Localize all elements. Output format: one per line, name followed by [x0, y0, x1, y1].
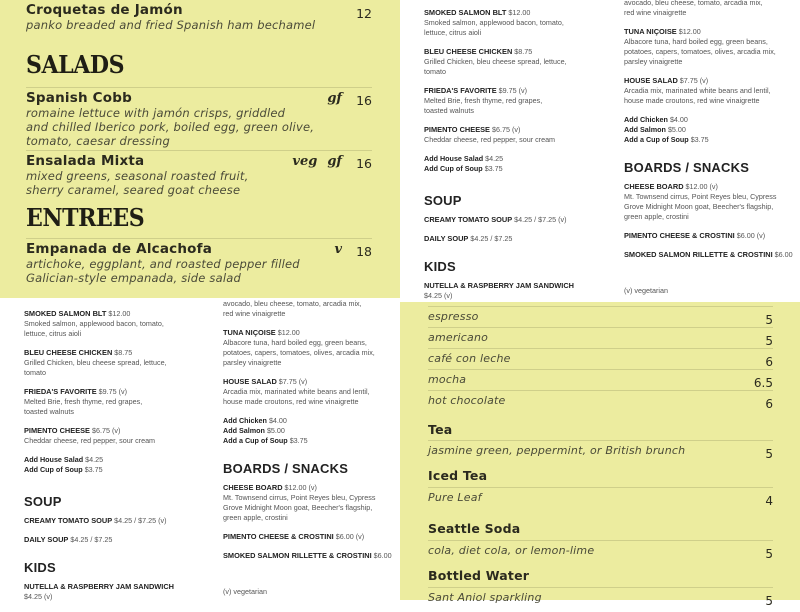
section-title-soup: SOUP: [424, 193, 462, 208]
item-name: PIMENTO CHEESE & CROSTINI: [624, 231, 735, 240]
addon-price: $4.00: [268, 416, 287, 425]
item-name: SMOKED SALMON BLT: [424, 8, 507, 17]
item-name: CHEESE BOARD: [223, 483, 283, 492]
drink-group-seattle-soda: [428, 518, 773, 565]
menu-item-cheese-board: [624, 182, 800, 222]
item-name: PIMENTO CHEESE: [24, 426, 90, 435]
menu-item-spanish-cobb: [26, 87, 372, 150]
item-price: $4.25 / $7.25 (v): [514, 215, 567, 224]
description-line: parsley vinaigrette: [624, 57, 683, 66]
description-line: Melted Brie, fresh thyme, red grapes,: [24, 397, 143, 406]
item-description: [26, 257, 300, 285]
menu-item-empanada: [26, 238, 372, 289]
cafe-column-left: [424, 8, 599, 310]
item-price: $8.75: [114, 348, 133, 357]
item-name: BLEU CHEESE CHICKEN: [424, 47, 513, 56]
item-price: $6.75 (v): [91, 426, 121, 435]
item-price: 12: [356, 6, 372, 21]
menu-item-nutella-sandwich: [424, 281, 599, 301]
item-price: $6.00: [373, 551, 392, 560]
drink-price: 5: [765, 547, 773, 561]
addon-item: [223, 426, 401, 436]
item-name: Croquetas de Jamón: [26, 2, 183, 18]
description-line: avocado, bleu cheese, tomato, arcadia mix,: [624, 0, 763, 7]
addon-item: [424, 164, 599, 174]
menu-item-daily-soup: [24, 535, 199, 545]
menu-item-house-salad: [624, 76, 800, 106]
menu-item-smoked-salmon-blt: [424, 8, 599, 38]
sandwich-addons: [24, 455, 199, 475]
description-line: house made croutons, red wine vinaigrette: [223, 397, 359, 406]
description-line: tomato: [24, 368, 46, 377]
item-price: $4.25 (v): [424, 291, 453, 300]
drink-row: [428, 487, 773, 518]
menu-item-smoked-salmon-blt: [24, 309, 199, 339]
addon-item: [624, 115, 800, 125]
item-price: $12.00 (v): [284, 483, 317, 492]
description-line: tomato, caesar dressing: [26, 134, 170, 148]
drink-group-tea: [428, 419, 773, 465]
description-line: house made croutons, red wine vinaigrette: [624, 96, 760, 105]
description-line: toasted walnuts: [424, 106, 474, 115]
menu-item-tuna-nicoise: [624, 27, 800, 67]
dietary-tags: [282, 154, 342, 169]
item-name: Spanish Cobb: [26, 90, 132, 106]
description-line: lettuce, citrus aioli: [424, 28, 482, 37]
cafe-column-right: [624, 0, 800, 296]
cafe-column-left: [24, 309, 199, 611]
drink-row: [428, 327, 773, 348]
item-name: HOUSE SALAD: [624, 76, 678, 85]
item-name: PIMENTO CHEESE: [424, 125, 490, 134]
addon-name: Add a Cup of Soup: [624, 135, 689, 144]
menu-item-bleu-cheese-chicken: [424, 47, 599, 77]
addon-name: Add a Cup of Soup: [223, 436, 288, 445]
drink-price: 5: [765, 447, 773, 461]
description-line: Grilled Chicken, bleu cheese spread, lettuce,: [424, 57, 567, 66]
addon-item: [24, 455, 199, 465]
description-line: potatoes, capers, tomatoes, olives, arcadia mix,: [624, 47, 776, 56]
addon-item: [223, 416, 401, 426]
menu-item-salmon-rillette: [223, 551, 401, 561]
coffee-list: [428, 306, 773, 411]
menu-item-salad-partial: [624, 0, 800, 18]
item-price: $4.25 / $7.25: [70, 535, 113, 544]
description-line: Albacore tuna, hard boiled egg, green beans,: [624, 37, 768, 46]
addon-name: Add Chicken: [223, 416, 267, 425]
drink-row: [428, 390, 773, 411]
description-line: Cheddar cheese, red pepper, sour cream: [424, 135, 556, 144]
salad-addons: [223, 416, 401, 446]
drink-name: espresso: [428, 310, 479, 323]
tag-v: v: [334, 242, 342, 257]
sandwich-addons: [424, 154, 599, 174]
item-price: $12.00: [678, 27, 701, 36]
addon-price: $4.25: [85, 455, 104, 464]
item-price: $12.00: [108, 309, 131, 318]
drink-row: [428, 369, 773, 390]
drinks-menu-panel: [400, 302, 800, 608]
section-title-boards: BOARDS / SNACKS: [624, 160, 750, 175]
addon-item: [624, 125, 800, 135]
food-menu-panel: [0, 0, 400, 298]
item-name: DAILY SOUP: [424, 234, 469, 243]
item-name: DAILY SOUP: [24, 535, 69, 544]
menu-item-daily-soup: [424, 234, 599, 244]
description-line: mixed greens, seasonal roasted fruit,: [26, 169, 249, 183]
addon-name: Add Chicken: [624, 115, 668, 124]
item-name: PIMENTO CHEESE & CROSTINI: [223, 532, 334, 541]
description-line: green apple, crostini: [624, 212, 689, 221]
item-name: FRIEDA'S FAVORITE: [24, 387, 97, 396]
description-line: Arcadia mix, marinated white beans and lentil,: [223, 387, 370, 396]
addon-price: $3.75: [690, 135, 709, 144]
item-name: HOUSE SALAD: [223, 377, 277, 386]
addon-item: [223, 436, 401, 446]
description-line: artichoke, eggplant, and roasted pepper filled: [26, 257, 300, 271]
item-name: SMOKED SALMON RILLETTE & CROSTINI: [624, 250, 773, 259]
description-line: red wine vinaigrette: [624, 8, 687, 17]
item-price: 16: [356, 93, 372, 108]
menu-item-friedas-favorite: [24, 387, 199, 417]
section-title-salads: SALADS: [26, 50, 125, 79]
menu-item-pimento-cheese: [424, 125, 599, 145]
addon-item: [624, 135, 800, 145]
item-price: $4.25 / $7.25 (v): [114, 516, 167, 525]
menu-item-friedas-favorite: [424, 86, 599, 116]
tag-gf: gf: [327, 91, 342, 106]
item-price: $6.75 (v): [491, 125, 521, 134]
menu-item-creamy-tomato-soup: [424, 215, 599, 225]
item-name: CREAMY TOMATO SOUP: [24, 516, 113, 525]
description-line: Smoked salmon, applewood bacon, tomato,: [424, 18, 564, 27]
description-line: toasted walnuts: [24, 407, 74, 416]
addon-item: [24, 465, 199, 475]
drink-name: café con leche: [428, 352, 511, 365]
item-price: 18: [356, 244, 372, 259]
description-line: Arcadia mix, marinated white beans and lentil,: [624, 86, 771, 95]
section-title-entrees: ENTREES: [26, 203, 145, 232]
description-line: Cheddar cheese, red pepper, sour cream: [24, 436, 156, 445]
item-price: $6.00 (v): [335, 532, 365, 541]
item-name: CREAMY TOMATO SOUP: [424, 215, 513, 224]
drink-price: 6: [765, 397, 773, 411]
item-price: $7.75 (v): [278, 377, 308, 386]
menu-item-pimento-crostini: [624, 231, 800, 241]
description-line: Galician-style empanada, side salad: [26, 271, 241, 285]
section-title-soup: SOUP: [24, 494, 62, 509]
drink-price: 4: [765, 494, 773, 508]
addon-price: $3.75: [289, 436, 308, 445]
cafe-menu-panel-top: [400, 0, 800, 300]
description-line: Melted Brie, fresh thyme, red grapes,: [424, 96, 543, 105]
description-line: Albacore tuna, hard boiled egg, green beans,: [223, 338, 367, 347]
menu-item-house-salad: [223, 377, 401, 407]
description-line: Mt. Townsend cirrus, Point Reyes bleu, Cypress: [624, 192, 777, 201]
item-name: FRIEDA'S FAVORITE: [424, 86, 497, 95]
menu-item-ensalada-mixta: [26, 150, 372, 206]
drink-name: cola, diet cola, or lemon-lime: [428, 544, 595, 557]
drink-group-title: Seattle Soda: [428, 521, 521, 536]
menu-item-croquetas: [26, 0, 372, 44]
description-line: Grove Midnight Moon goat, Beecher's flagship,: [223, 503, 373, 512]
description-line: and chilled Iberico pork, boiled egg, green olive,: [26, 120, 315, 134]
drink-name: hot chocolate: [428, 394, 506, 407]
item-description: [26, 106, 314, 148]
menu-item-creamy-tomato-soup: [24, 516, 199, 526]
drink-row: [428, 587, 773, 612]
drink-row: [428, 306, 773, 327]
addon-name: Add Cup of Soup: [24, 465, 83, 474]
addon-name: Add Cup of Soup: [424, 164, 483, 173]
dietary-tags: [317, 91, 342, 106]
item-price: $4.25 / $7.25: [470, 234, 513, 243]
dietary-tags: [324, 242, 342, 257]
drink-row: [428, 540, 773, 565]
item-name: Ensalada Mixta: [26, 153, 145, 169]
description-line: tomato: [424, 67, 446, 76]
addon-price: $5.00: [266, 426, 285, 435]
addon-price: $4.00: [669, 115, 688, 124]
item-price: $7.75 (v): [679, 76, 709, 85]
drink-name: americano: [428, 331, 489, 344]
drink-group-title: Bottled Water: [428, 568, 530, 583]
item-name: TUNA NIÇOISE: [223, 328, 276, 337]
item-price: $12.00 (v): [685, 182, 718, 191]
addon-price: $4.25: [485, 154, 504, 163]
cafe-column-right: [223, 299, 401, 597]
item-price: $9.75 (v): [498, 86, 528, 95]
item-price: $12.00: [508, 8, 531, 17]
drink-group-title: Iced Tea: [428, 468, 488, 483]
addon-name: Add Salmon: [624, 125, 666, 134]
addon-price: $5.00: [667, 125, 686, 134]
tag-veg: veg: [292, 154, 318, 169]
item-price: 16: [356, 156, 372, 171]
drink-price: 6: [765, 355, 773, 369]
item-name: CHEESE BOARD: [624, 182, 684, 191]
description-line: Smoked salmon, applewood bacon, tomato,: [24, 319, 164, 328]
item-name: SMOKED SALMON BLT: [24, 309, 107, 318]
drink-price: 5: [765, 594, 773, 608]
description-line: parsley vinaigrette: [223, 358, 282, 367]
description-line: Grove Midnight Moon goat, Beecher's flagship,: [624, 202, 774, 211]
menu-item-pimento-cheese: [24, 426, 199, 446]
menu-item-salmon-rillette: [624, 250, 800, 260]
item-name: NUTELLA & RASPBERRY JAM SANDWICH: [424, 281, 575, 290]
description-line: green apple, crostini: [223, 513, 288, 522]
drink-name: jasmine green, peppermint, or British brunch: [428, 444, 686, 457]
menu-item-pimento-crostini: [223, 532, 401, 542]
item-name: Empanada de Alcachofa: [26, 241, 213, 257]
item-price: $12.00: [277, 328, 300, 337]
addon-price: $3.75: [84, 465, 103, 474]
description-line: romaine lettuce with jamón crisps, griddled: [26, 106, 286, 120]
description-line: red wine vinaigrette: [223, 309, 286, 318]
menu-item-tuna-nicoise: [223, 328, 401, 368]
description-line: potatoes, capers, tomatoes, olives, arcadia mix,: [223, 348, 375, 357]
cafe-menu-panel-bottom: [0, 298, 400, 600]
vegetarian-legend: (v) vegetarian: [624, 286, 668, 295]
tag-gf: gf: [327, 154, 342, 169]
addon-name: Add Salmon: [223, 426, 265, 435]
menu-item-bleu-cheese-chicken: [24, 348, 199, 378]
menu-item-salad-partial: [223, 299, 401, 319]
menu-item-cheese-board: [223, 483, 401, 523]
item-price: $9.75 (v): [98, 387, 128, 396]
drink-group-iced-tea: [428, 465, 773, 518]
section-title-kids: KIDS: [424, 259, 456, 274]
section-title-kids: KIDS: [24, 560, 56, 575]
drink-row: [428, 440, 773, 465]
drink-price: 6.5: [753, 376, 773, 390]
item-price: $6.00: [774, 250, 793, 259]
description-line: Grilled Chicken, bleu cheese spread, lettuce,: [24, 358, 167, 367]
vegetarian-legend: (v) vegetarian: [223, 587, 267, 596]
drink-group-bottled-water: [428, 565, 773, 612]
item-price: $4.25 (v): [24, 592, 53, 601]
description-line: avocado, bleu cheese, tomato, arcadia mix,: [223, 299, 362, 308]
drink-name: mocha: [428, 373, 467, 386]
drink-price: 5: [765, 334, 773, 348]
item-name: NUTELLA & RASPBERRY JAM SANDWICH: [24, 582, 175, 591]
description-line: Mt. Townsend cirrus, Point Reyes bleu, Cypress: [223, 493, 376, 502]
item-name: BLEU CHEESE CHICKEN: [24, 348, 113, 357]
item-description: panko breaded and fried Spanish ham bechamel: [26, 18, 316, 32]
addon-name: Add House Salad: [424, 154, 484, 163]
item-price: $6.00 (v): [736, 231, 766, 240]
menu-item-nutella-sandwich: [24, 582, 199, 602]
drink-name: Pure Leaf: [428, 491, 482, 504]
drink-price: 5: [765, 313, 773, 327]
addon-price: $3.75: [484, 164, 503, 173]
item-price: $8.75: [514, 47, 533, 56]
item-name: SMOKED SALMON RILLETTE & CROSTINI: [223, 551, 372, 560]
item-name: TUNA NIÇOISE: [624, 27, 677, 36]
salad-addons: [624, 115, 800, 145]
addon-name: Add House Salad: [24, 455, 84, 464]
drink-name: Sant Aniol sparkling: [428, 591, 542, 604]
description-line: lettuce, citrus aioli: [24, 329, 82, 338]
drink-group-title: Tea: [428, 422, 453, 437]
addon-item: [424, 154, 599, 164]
item-description: [26, 169, 249, 197]
section-title-boards: BOARDS / SNACKS: [223, 461, 349, 476]
description-line: sherry caramel, seared goat cheese: [26, 183, 241, 197]
drink-row: [428, 348, 773, 369]
